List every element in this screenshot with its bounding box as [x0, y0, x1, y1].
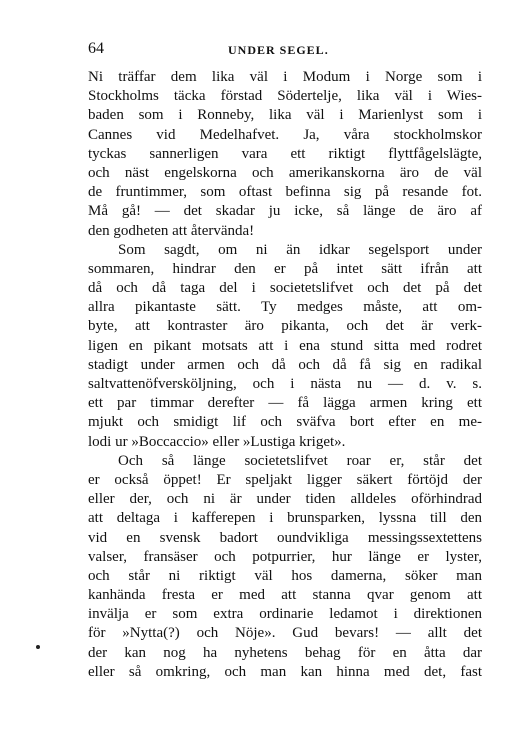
text-line: för »Nytta(?) och Nöje». Gud bevars! — allt det — [88, 625, 482, 642]
text-line: sommaren, hindrar den er på intet sätt ifrån att — [88, 260, 482, 277]
text-line: lodi ur »Boccaccio» eller »Lustiga kriget». — [88, 433, 346, 450]
body-text — [88, 68, 482, 682]
text-line: Cannes vid Medelhafvet. Ja, våra stockholmskor — [88, 126, 482, 143]
text-line: stadigt under armen och då och då få sig en radikal — [88, 356, 482, 373]
page-header — [88, 40, 482, 60]
text-line: invälja er som extra ordinarie ledamot i direktionen — [88, 606, 482, 623]
text-line: mjukt och smidigt lif och sväfva bort efter en me- — [88, 414, 482, 431]
text-line: ett par timmar derefter — få lägga armen kring ett — [88, 395, 482, 412]
text-line: Som sagdt, om ni än idkar segelsport under — [118, 241, 482, 258]
text-line: kanhända fresta er med att stanna qvar genom att — [88, 587, 482, 604]
text-line: saltvattenöfversköljning, och i nästa nu — d. v. s. — [88, 376, 482, 392]
text-line: valser, fransäser och potpurrier, hur länge er lyster, — [88, 548, 482, 565]
text-line: eller der, och ni är under tiden alldeles oförhindrad — [88, 491, 482, 508]
page-number: 64 — [88, 40, 104, 57]
text-line: baden som i Ronneby, lika väl i Marienlyst som i — [88, 107, 482, 124]
text-line: er också öppet! Er speljakt ligger säkert förtöjd der — [88, 471, 482, 488]
text-line: då och då taga del i societetslifvet och det på det — [88, 280, 482, 297]
margin-mark — [36, 645, 40, 649]
text-line: ligen en pikant motsats att i ena stund sitta med rodret — [88, 337, 482, 354]
text-line: den godheten att återvända! — [88, 222, 255, 239]
text-line: byte, att kontraster äro pikanta, och det är verk- — [88, 318, 482, 335]
text-line: Stockholms täcka förstad Södertelje, lika väl i Wies- — [88, 88, 482, 105]
text-line: Ni träffar dem lika väl i Modum i Norge som i — [88, 69, 482, 85]
text-line: Må gå! — det skadar ju icke, så länge de äro af — [88, 203, 482, 220]
text-line: allra pikantaste sätt. Ty medges måste, att om- — [88, 299, 482, 316]
text-line: tyckas sannerligen vara ett riktigt flyttfågelslägte, — [88, 145, 482, 162]
text-line: Och så länge societetslifvet roar er, står det — [118, 452, 482, 469]
running-head: UNDER SEGEL. — [228, 43, 329, 57]
text-line: de fruntimmer, som oftast befinna sig på resande fot. — [88, 184, 482, 201]
text-line: att deltaga i kafferepen i brunsparken, lyssna till den — [88, 510, 482, 527]
text-line: eller så omkring, och man kan hinna med det, fast — [88, 663, 482, 680]
text-line: och står ni riktigt väl hos damerna, söker man — [88, 567, 482, 584]
text-line: och näst engelskorna och amerikanskorna äro de väl — [88, 164, 482, 181]
text-line: der kan nog ha nyhetens behag för en åtta dar — [88, 644, 482, 661]
text-line: vid en svensk badort oundvikliga messingssextettens — [88, 529, 482, 546]
